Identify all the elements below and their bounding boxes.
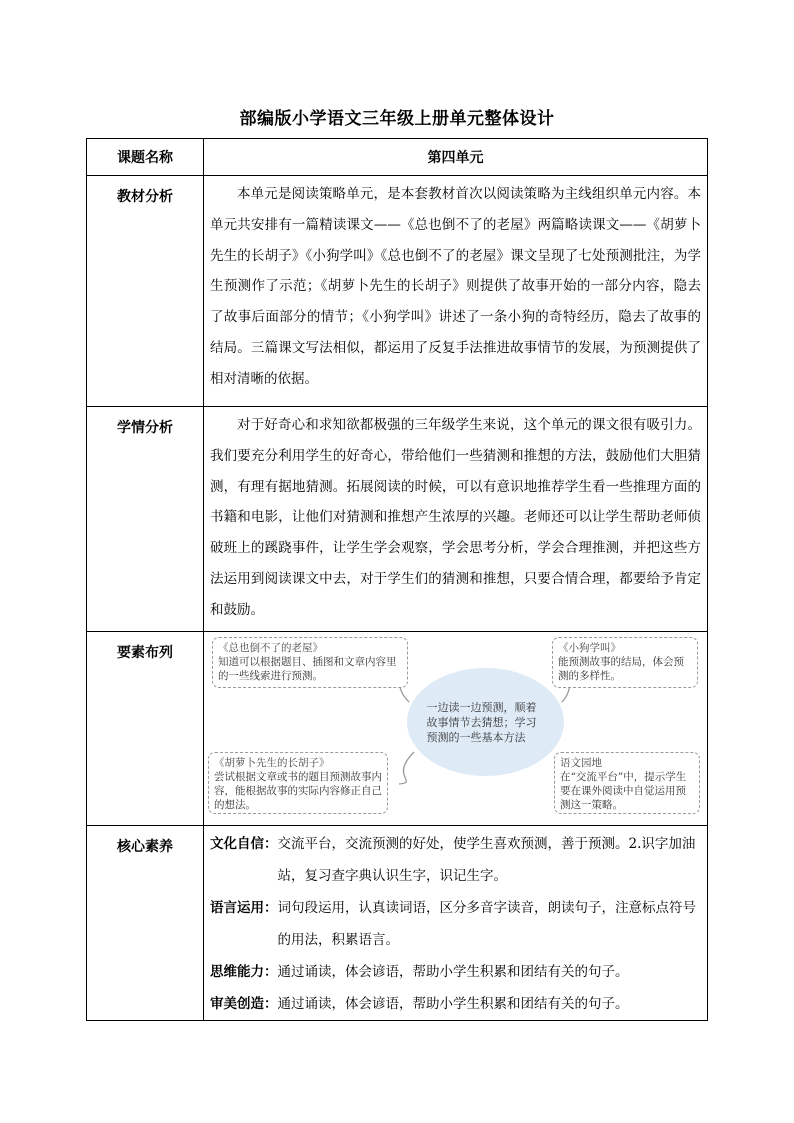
label-elements: 要素布列 (87, 632, 204, 826)
students-cell (204, 407, 708, 632)
label-students: 学情分析 (87, 407, 204, 632)
literacy-item-name: 语言运用： (210, 900, 278, 916)
concept-box-laowu (212, 637, 408, 688)
label-material: 教材分析 (87, 176, 204, 407)
concept-box-title: 语文园地 (560, 757, 602, 769)
literacy-item-text: 交流平台，交流预测的好处，使学生喜欢预测，善于预测。2.识字加油站，复习查字典认识生字，识记生字。 (277, 836, 696, 884)
concept-box-text: 尝试根据文章或书的题目预测故事内容，能根据故事的实际内容修正自己的想法。 (214, 771, 382, 811)
connector-bottom-left (399, 752, 414, 784)
literacy-item-name: 审美创造： (210, 996, 278, 1012)
literacy-item-name: 思维能力： (210, 964, 278, 980)
concept-box-xiaogou (552, 637, 698, 688)
concept-box-text: 在“交流平台”中，提示学生要在课外阅读中自觉运用预测这一策略。 (560, 771, 687, 811)
material-text: 本单元是阅读策略单元，是本套教材首次以阅读策略为主线组织单元内容。本单元共安排有一篇精读课文——《总也倒不了的老屋》两篇略读课文——《胡萝卜先生的长胡子》《小狗学叫》《总也倒不了的老屋》课文呈现了七处预测批注，为学生预测作了示范；《胡萝卜先生的长胡子》则提供了故事开始的一部分内容，隐去了故事后面部分的情节；《小狗学叫》讲述了一条小狗的奇特经历，隐去了故事的结局。三篇课文写法相似，都运用了反复手法推进故事情节的发展，为预测提供了相对清晰的依据。 (210, 186, 701, 387)
concept-box-title: 《小狗学叫》 (558, 642, 621, 654)
literacy-cell (204, 826, 708, 1021)
center-concept-text: 一边读一边预测，顺着故事情节去猜想；学习预测的一些基本方法 (426, 700, 537, 744)
concept-box-huluobo (208, 752, 388, 814)
elements-cell (204, 632, 708, 826)
concept-box-text: 知道可以根据题目、插图和文章内容里的一些线索进行预测。 (218, 656, 397, 682)
concept-box-text: 能预测故事的结局，体会预测的多样性。 (558, 656, 684, 682)
unit-design-table (86, 138, 708, 1021)
literacy-item-text: 通过诵读，体会谚语，帮助小学生积累和团结有关的句子。 (277, 996, 629, 1012)
topic-value: 第四单元 (204, 139, 708, 176)
center-concept (407, 668, 564, 776)
row-topic (87, 139, 708, 176)
page-title: 部编版小学语文三年级上册单元整体设计 (239, 109, 555, 129)
mind-map (204, 632, 707, 818)
literacy-item-language (204, 892, 707, 956)
concept-box-title: 《胡萝卜先生的长胡子》 (214, 757, 330, 769)
literacy-item-text: 词句段运用，认真读词语，区分多音字读音，朗读句子，注意标点符号的用法，积累语言。 (277, 900, 696, 948)
literacy-item-thinking (204, 956, 707, 988)
label-literacy: 核心素养 (87, 826, 204, 1021)
concept-box-title: 《总也倒不了的老屋》 (218, 642, 323, 654)
label-topic: 课题名称 (87, 139, 204, 176)
material-cell (204, 176, 708, 407)
students-text: 对于好奇心和求知欲都极强的三年级学生来说，这个单元的课文很有吸引力。我们要充分利用学生的好奇心，带给他们一些猜测和推想的方法，鼓励他们大胆猜测，有理有据地猜测。拓展阅读的时候，可以有意识地推荐学生看一些推理方面的书籍和电影，让他们对猜测和推想产生浓厚的兴趣。老师还可以让学生帮助老师侦破班上的蹊跷事件，让学生学会观察，学会思考分析，学会合理推测，并把这些方法运用到阅读课文中去，对于学生们的猜测和推想，只要合情合理，都要给予肯定和鼓励。 (210, 417, 701, 618)
row-material (87, 176, 708, 407)
concept-box-yuwenyuandi (554, 752, 700, 814)
literacy-item-name: 文化自信： (210, 836, 278, 852)
row-literacy (87, 826, 708, 1021)
literacy-item-aesthetic (204, 988, 707, 1020)
literacy-item-culture (204, 828, 707, 892)
row-students (87, 407, 708, 632)
literacy-item-text: 通过诵读，体会谚语，帮助小学生积累和团结有关的句子。 (277, 964, 629, 980)
row-elements (87, 632, 708, 826)
